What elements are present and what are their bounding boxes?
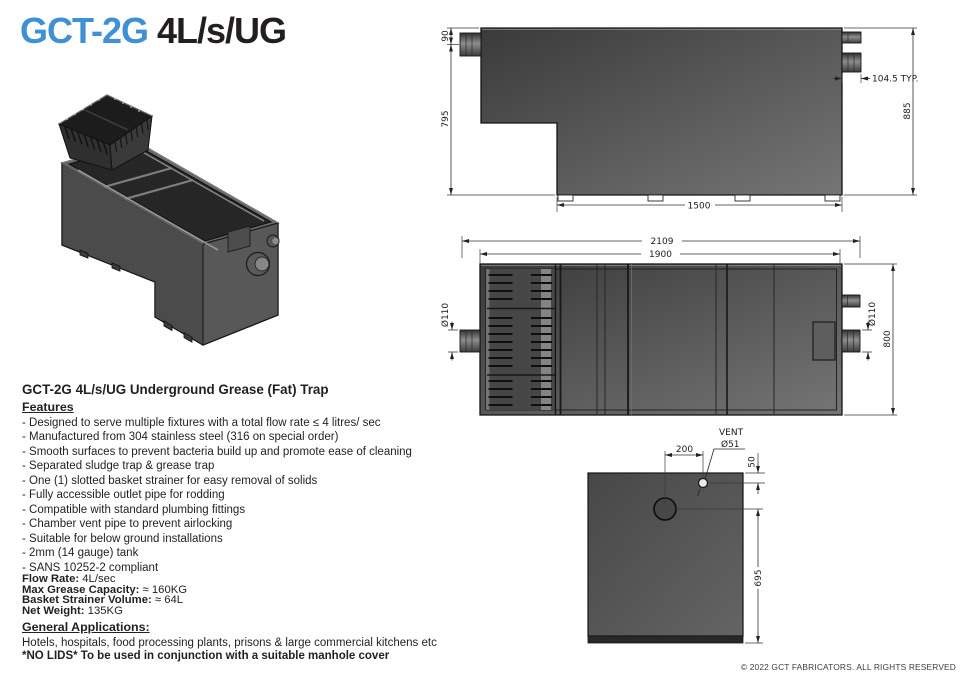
plan-basket-strainer bbox=[486, 269, 555, 410]
side-outlet-pipes bbox=[842, 32, 861, 72]
spec-label: Flow Rate: bbox=[22, 573, 80, 585]
applications-note: *NO LIDS* To be used in conjunction with a suitable manhole cover bbox=[22, 650, 390, 663]
side-feet bbox=[558, 195, 840, 201]
dim-left-height-label: 795 bbox=[441, 110, 451, 128]
dim-outlet-height-label: 695 bbox=[754, 569, 764, 587]
page-title bbox=[20, 10, 286, 52]
plan-inlet-pipe bbox=[460, 330, 480, 352]
isometric-view-drawing bbox=[40, 70, 350, 375]
applications-block bbox=[22, 621, 482, 664]
specs-block bbox=[22, 574, 482, 617]
feature-item: - SANS 10252-2 compliant bbox=[22, 561, 159, 574]
feature-item: - Fully accessible outlet pipe for rodding bbox=[22, 489, 225, 502]
features-heading: Features bbox=[22, 400, 74, 414]
side-tank-body bbox=[460, 28, 861, 201]
feature-item: - Compatible with standard plumbing fittings bbox=[22, 503, 246, 516]
applications-text: Hotels, hospitals, food processing plants, prisons & large commercial kitchens etc bbox=[22, 636, 437, 649]
feature-item: - One (1) slotted basket strainer for easy removal of solids bbox=[22, 474, 318, 487]
plan-view-drawing bbox=[435, 228, 955, 430]
vent-label: VENT bbox=[719, 428, 744, 438]
copyright-text: © 2022 GCT FABRICATORS. ALL RIGHTS RESERVED bbox=[740, 662, 956, 672]
dim-width-label: 800 bbox=[883, 330, 893, 348]
dim-outlet-dia-label: Ø110 bbox=[868, 301, 878, 327]
dim-right-height-label: 885 bbox=[903, 102, 913, 120]
plan-tank-body bbox=[460, 264, 860, 415]
spec-label: Basket Strainer Volume: bbox=[22, 594, 152, 607]
dim-overall-length-label: 2109 bbox=[650, 237, 674, 248]
spec-value: ≈ 64L bbox=[151, 594, 184, 607]
spec-label: Max Grease Capacity: bbox=[22, 583, 140, 596]
spec-label: Net Weight: bbox=[22, 605, 85, 618]
dim-pipe-spacing-label: 104.5 TYP. bbox=[872, 74, 919, 85]
end-view-drawing bbox=[555, 418, 815, 658]
product-model: GCT-2G bbox=[20, 10, 149, 51]
feature-item: - Manufactured from 304 stainless steel (316 on special order) bbox=[22, 431, 339, 444]
feature-item: - Separated sludge trap & grease trap bbox=[22, 460, 215, 473]
side-elevation-drawing bbox=[435, 6, 955, 220]
end-vent-hole bbox=[699, 479, 708, 488]
product-heading: GCT-2G 4L/s/UG Underground Grease (Fat) Trap bbox=[22, 382, 329, 397]
spec-value: 135KG bbox=[84, 605, 123, 618]
feature-item: - Designed to serve multiple fixtures with a total flow rate ≤ 4 litres/ sec bbox=[22, 417, 381, 429]
feature-item: - Chamber vent pipe to prevent airlocking bbox=[22, 518, 233, 531]
end-tank-body bbox=[588, 473, 743, 643]
applications-heading: General Applications: bbox=[22, 620, 150, 634]
dim-vent-offset-label: 200 bbox=[675, 445, 694, 455]
plan-outlet-pipes bbox=[842, 295, 860, 352]
dim-inlet-drop-label: 90 bbox=[441, 30, 451, 42]
feature-item: - Smooth surfaces to prevent bacteria build up and promote ease of cleaning bbox=[22, 445, 412, 458]
dim-body-length-label: 1900 bbox=[649, 250, 672, 261]
spec-row bbox=[22, 606, 482, 617]
product-variant: 4L/s/UG bbox=[157, 10, 287, 51]
feature-item: - 2mm (14 gauge) tank bbox=[22, 547, 139, 560]
dim-inlet-dia-label: Ø110 bbox=[441, 302, 451, 328]
dim-base-length-label: 1500 bbox=[687, 201, 711, 212]
plan-outlet-box bbox=[813, 322, 835, 360]
vent-dia-label: Ø51 bbox=[721, 440, 740, 450]
iso-tank-body bbox=[62, 142, 279, 345]
feature-item: - Suitable for below ground installations bbox=[22, 532, 223, 545]
side-inlet-pipe bbox=[460, 33, 481, 56]
spec-value: ≈ 160KG bbox=[139, 583, 188, 596]
features-list bbox=[22, 416, 482, 575]
dim-vent-top-label: 50 bbox=[747, 456, 758, 468]
spec-value: 4L/sec bbox=[79, 573, 116, 585]
